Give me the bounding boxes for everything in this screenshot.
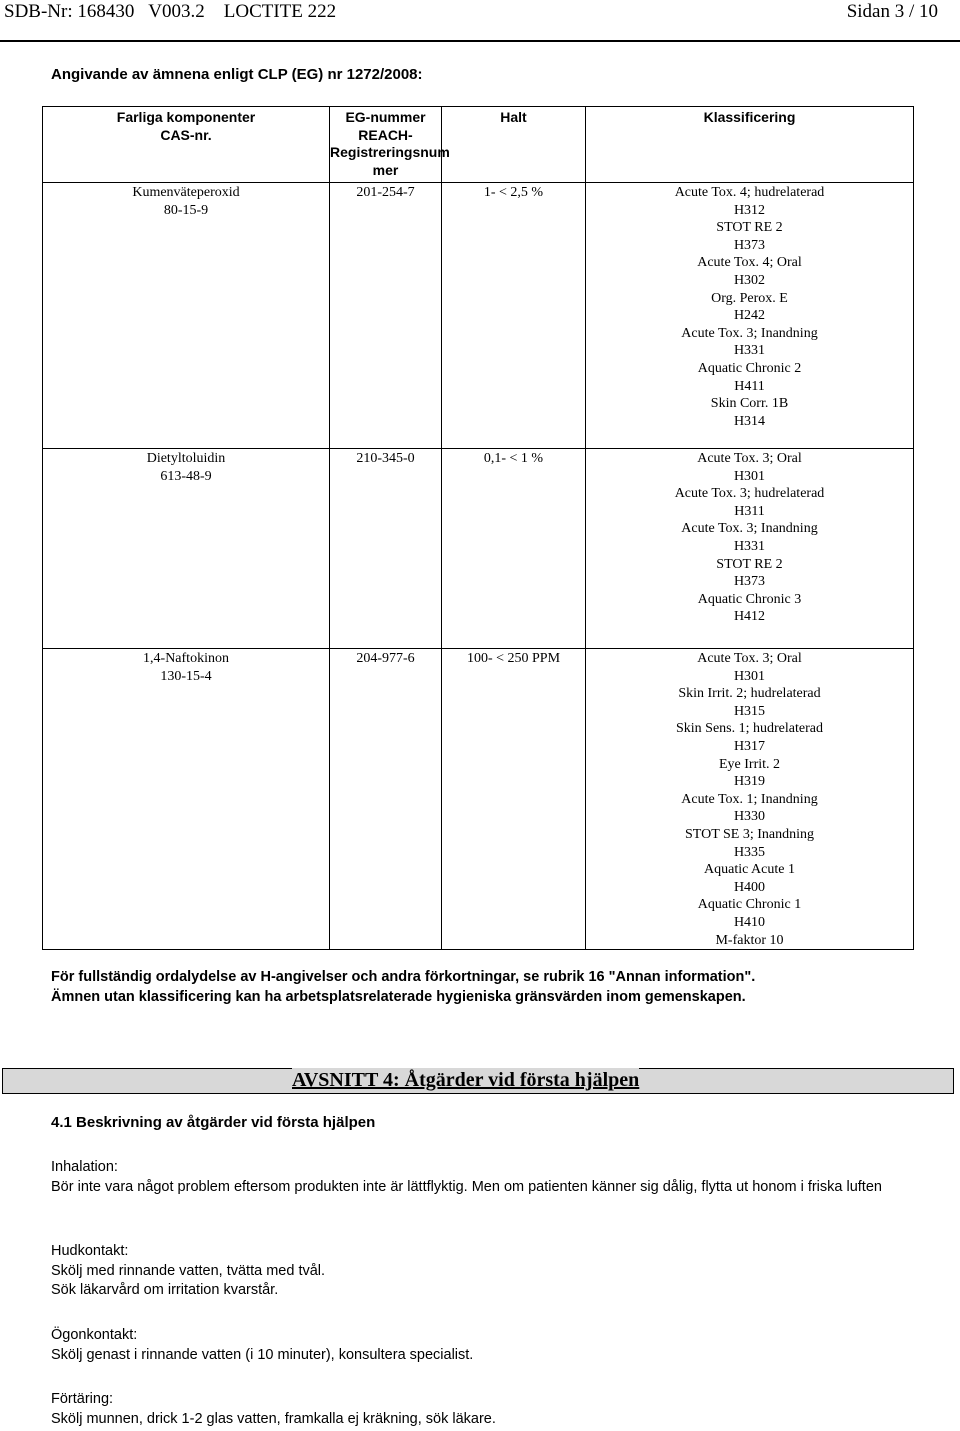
first-aid-text: Skölj munnen, drick 1-2 glas vatten, framkalla ej kräkning, sök läkare. <box>51 1410 496 1427</box>
component-name: Dietyltoluidin 613-48-9 <box>43 449 330 649</box>
first-aid-label: Förtäring: <box>51 1391 114 1407</box>
ec-number: 201-254-7 <box>330 183 442 449</box>
header-divider <box>0 40 960 42</box>
classification: Acute Tox. 3; Oral H301 Acute Tox. 3; hudrelaterad H311 Acute Tox. 3; Inandning H331 STOT RE 2 H373 Aquatic Chronic 3 H412 <box>586 449 914 649</box>
document-id: SDB-Nr: 168430 V003.2 LOCTITE 222 <box>4 1 337 22</box>
clp-section-title: Angivande av ämnena enligt CLP (EG) nr 1272/2008: <box>51 66 423 83</box>
component-name: Kumenväteperoxid 80-15-9 <box>43 183 330 449</box>
first-aid-inhalation <box>51 1158 931 1197</box>
classification: Acute Tox. 3; Oral H301 Skin Irrit. 2; hudrelaterad H315 Skin Sens. 1; hudrelaterad H317 Eye Irrit. 2 H319 Acute Tox. 1; Inandning H330 STOT SE 3; Inandning H335 Aquatic Acute 1 H400 Aquatic Chronic 1 H410 M-faktor 10 <box>586 649 914 950</box>
first-aid-skin <box>51 1242 931 1301</box>
header-classification: Klassificering <box>586 107 914 183</box>
classification: Acute Tox. 4; hudrelaterad H312 STOT RE 2 H373 Acute Tox. 4; Oral H302 Org. Perox. E H242 Acute Tox. 3; Inandning H331 Aquatic Chronic 2 H411 Skin Corr. 1B H314 <box>586 183 914 449</box>
table-row <box>43 649 914 950</box>
table-row <box>43 449 914 649</box>
note-unclassified: Ämnen utan klassificering kan ha arbetsplatsrelaterade hygieniska gränsvärden inom gemenskapen. <box>51 989 746 1005</box>
component-name: 1,4-Naftokinon 130-15-4 <box>43 649 330 950</box>
first-aid-label: Hudkontakt: <box>51 1243 129 1259</box>
hazardous-components-table <box>42 106 914 950</box>
section4-title: AVSNITT 4: Åtgärder vid första hjälpen <box>292 1069 640 1091</box>
page-header <box>0 0 960 24</box>
note-h-statements: För fullständig ordalydelse av H-angivelser och andra förkortningar, se rubrik 16 "Annan information". <box>51 969 756 985</box>
ec-number: 204-977-6 <box>330 649 442 950</box>
header-component: Farliga komponenter CAS-nr. <box>43 107 330 183</box>
content-range: 0,1- < 1 % <box>442 449 586 649</box>
first-aid-ingestion <box>51 1390 931 1429</box>
first-aid-label: Ögonkontakt: <box>51 1327 138 1343</box>
content-range: 1- < 2,5 % <box>442 183 586 449</box>
content-range: 100- < 250 PPM <box>442 649 586 950</box>
first-aid-label: Inhalation: <box>51 1159 118 1175</box>
first-aid-text: Bör inte vara något problem eftersom produkten inte är lättflyktig. Men om patienten känner sig dålig, flytta ut honom i friska luften <box>51 1178 882 1195</box>
section4-subheading: 4.1 Beskrivning av åtgärder vid första hjälpen <box>51 1114 376 1131</box>
first-aid-text: Skölj med rinnande vatten, tvätta med tvål. Sök läkarvård om irritation kvarstår. <box>51 1262 326 1298</box>
classification-notes <box>51 967 931 1007</box>
first-aid-text: Skölj genast i rinnande vatten (i 10 minuter), konsultera specialist. <box>51 1346 474 1363</box>
page-number: Sidan 3 / 10 <box>846 1 938 22</box>
header-content: Halt <box>442 107 586 183</box>
table-header-row <box>43 107 914 183</box>
table-row <box>43 183 914 449</box>
first-aid-eyes <box>51 1326 931 1365</box>
header-ec-number: EG-nummer REACH- Registreringsnum mer <box>330 107 442 183</box>
ec-number: 210-345-0 <box>330 449 442 649</box>
